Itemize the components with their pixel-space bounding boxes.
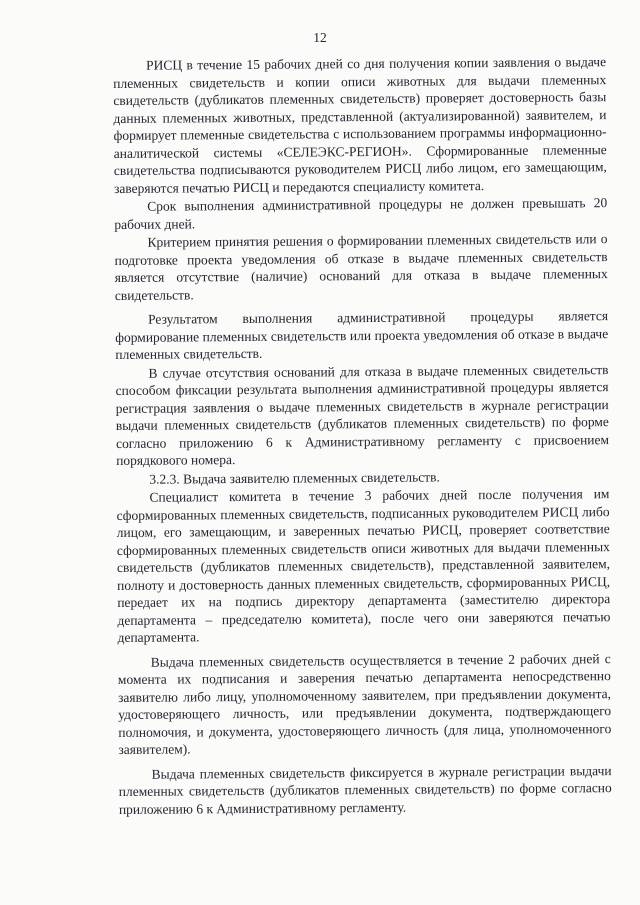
paragraph-deadline: Срок выполнения административной процедуры не должен превышать 20 рабочих дней. [114, 195, 608, 232]
paragraph-risc-formation: РИСЦ в течение 15 рабочих дней со дня получения копии заявления о выдаче племенных свидетельств и копии описи животных для выдачи племенных свидетельств (дубликатов племенных свидетельств) проверяет достоверность базы данных племенных животных, представленной (актуализированной) заявителем, и формирует племенные свидетельства с использованием программы информационно-аналитической системы «СЕЛЕЭКС-РЕГИОН». Сформированные племенные свидетельства подписываются руководителем РИСЦ либо лицом, его замещающим, заверяются печатью РИСЦ и передаются специалисту комитета. [113, 54, 607, 196]
paragraph-registration-method: В случае отсутствия оснований для отказа в выдаче племенных свидетельств способом фиксации результата выполнения административной процедуры является регистрация заявления о выдаче племенных свидетельств в журнале регистрации выдачи племенных свидетельств (дубликатов племенных свидетельств) по форме согласно приложению 6 к Административному регламенту с присвоением порядкового номера. [115, 361, 610, 468]
paragraph-issuance-recording: Выдача племенных свидетельств фиксируется в журнале регистрации выдачи племенных свидетельств (дубликатов племенных свидетельств) по форме согласно приложению 6 к Административному регламенту. [118, 762, 612, 817]
document-body [113, 53, 612, 819]
paragraph-procedure-result: Результатом выполнения административной процедуры является формирование племенных свидетельств или проекта уведомления об отказе в выдаче племенных свидетельств. [115, 308, 609, 362]
section-heading-3-2-3: 3.2.3. Выдача заявителю племенных свидетельств. [149, 468, 440, 487]
page-number: 12 [313, 30, 327, 45]
paragraph-issuance-terms: Выдача племенных свидетельств осуществляется в течение 2 рабочих дней с момента их подписания и заверения печатью департамента непосредственно заявителю либо лицу, уполномоченному заявителем, при предъявлении документа, удостоверяющего личность, или предъявлении документа, подтверждающего полномочия, и документа, удостоверяющего личность (для лица, уполномоченного заявителем). [117, 650, 612, 757]
paragraph-committee-specialist: Специалист комитета в течение 3 рабочих дней после получения им сформированных племенных свидетельств, подписанных руководителем РИСЦ либо лицом, его замещающим, и заверенных печатью РИСЦ, проверяет соответствие сформированных племенных свидетельств описи животных для выдачи племенных свидетельств (дубликатов племенных свидетельств), представленной заявителем, полноту и достоверность данных племенных свидетельств, сформированных РИСЦ, передает их на подпись директору департамента (заместителю директора департамента – председателю комитета), после чего они заверяются печатью департамента. [116, 486, 611, 645]
paragraph-decision-criterion: Критерием принятия решения о формировании племенных свидетельств или о подготовке проекта уведомления об отказе в выдаче племенных свидетельств является отсутствие (наличие) оснований для отказа в выдаче племенных свидетельств. [114, 231, 608, 303]
